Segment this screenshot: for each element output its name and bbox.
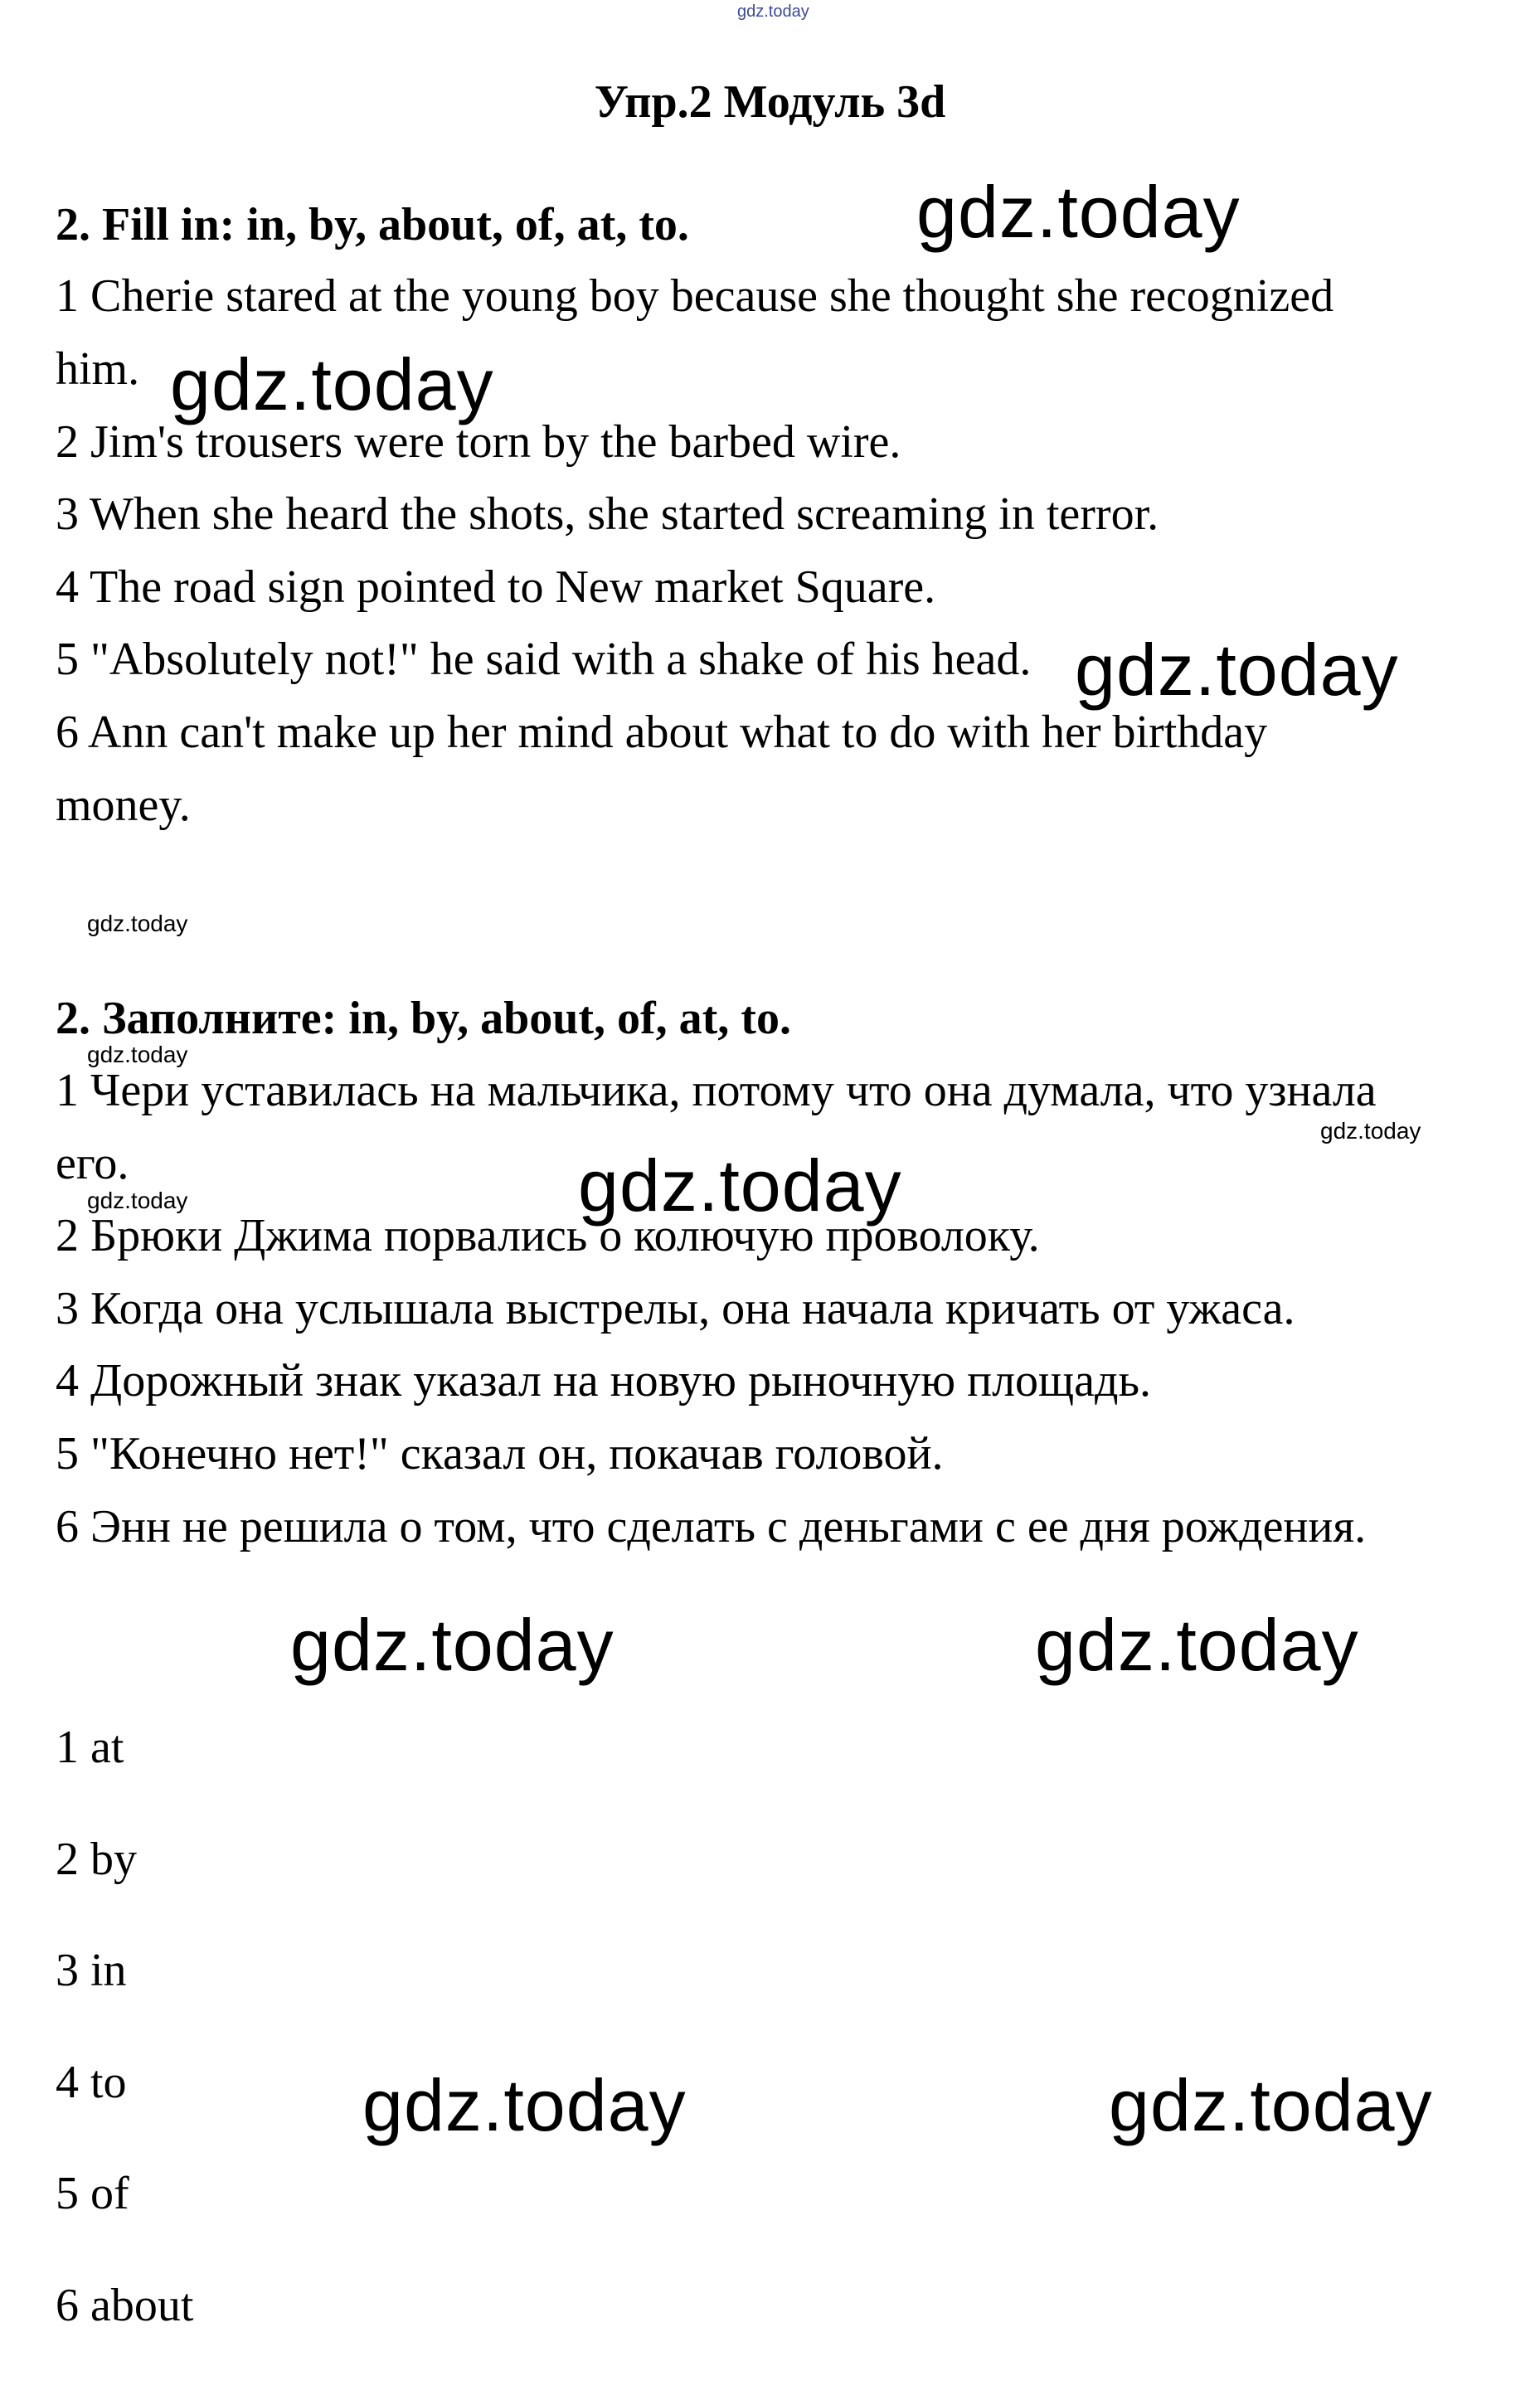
answer-item: 4 to bbox=[56, 2057, 127, 2108]
answer-item: 5 of bbox=[56, 2168, 129, 2219]
english-line: 3 When she heard the shots, she started screaming in terror. bbox=[56, 488, 1159, 540]
english-line: money. bbox=[56, 780, 191, 831]
watermark: gdz.today bbox=[1075, 629, 1399, 711]
russian-line: 6 Энн не решила о том, что сделать с деньгами с ее дня рождения. bbox=[56, 1501, 1367, 1552]
watermark: gdz.today bbox=[916, 171, 1241, 253]
russian-line: 4 Дорожный знак указал на новую рыночную площадь. bbox=[56, 1355, 1152, 1407]
russian-line: 1 Чери уставилась на мальчика, потому что она думала, что узнала bbox=[56, 1065, 1377, 1116]
watermark-small: gdz.today bbox=[87, 1188, 188, 1213]
english-line: 5 "Absolutely not!" he said with a shake of his head. bbox=[56, 634, 1032, 685]
english-line: 1 Cherie stared at the young boy because she thought she recognized bbox=[56, 270, 1334, 322]
watermark: gdz.today bbox=[1109, 2064, 1433, 2146]
russian-heading: 2. Заполните: in, by, about, of, at, to. bbox=[56, 993, 791, 1044]
watermark-top: gdz.today bbox=[737, 2, 809, 21]
russian-line: 2 Брюки Джима порвались о колючую проволоку. bbox=[56, 1210, 1040, 1261]
english-line: 6 Ann can't make up her mind about what to do with her birthday bbox=[56, 707, 1268, 758]
russian-line: 5 "Конечно нет!" сказал он, покачав головой. bbox=[56, 1428, 944, 1479]
page-title: Упр.2 Модуль 3d bbox=[594, 76, 946, 128]
watermark: gdz.today bbox=[170, 343, 494, 425]
russian-line: его. bbox=[56, 1138, 129, 1189]
english-heading: 2. Fill in: in, by, about, of, at, to. bbox=[56, 199, 689, 250]
english-line: 4 The road sign pointed to New market Square. bbox=[56, 561, 936, 613]
watermark: gdz.today bbox=[290, 1604, 615, 1686]
watermark-small: gdz.today bbox=[87, 911, 188, 936]
answer-item: 6 about bbox=[56, 2280, 194, 2331]
watermark-small: gdz.today bbox=[1320, 1118, 1421, 1144]
english-line: him. bbox=[56, 343, 140, 395]
watermark: gdz.today bbox=[362, 2064, 687, 2146]
russian-line: 3 Когда она услышала выстрелы, она начала кричать от ужаса. bbox=[56, 1283, 1295, 1334]
english-line: 2 Jim's trousers were torn by the barbed wire. bbox=[56, 416, 901, 468]
watermark: gdz.today bbox=[578, 1144, 902, 1227]
answer-item: 2 by bbox=[56, 1834, 137, 1885]
answer-item: 3 in bbox=[56, 1945, 127, 1996]
answer-item: 1 at bbox=[56, 1722, 124, 1773]
watermark-small: gdz.today bbox=[87, 1042, 188, 1067]
watermark: gdz.today bbox=[1035, 1604, 1359, 1686]
